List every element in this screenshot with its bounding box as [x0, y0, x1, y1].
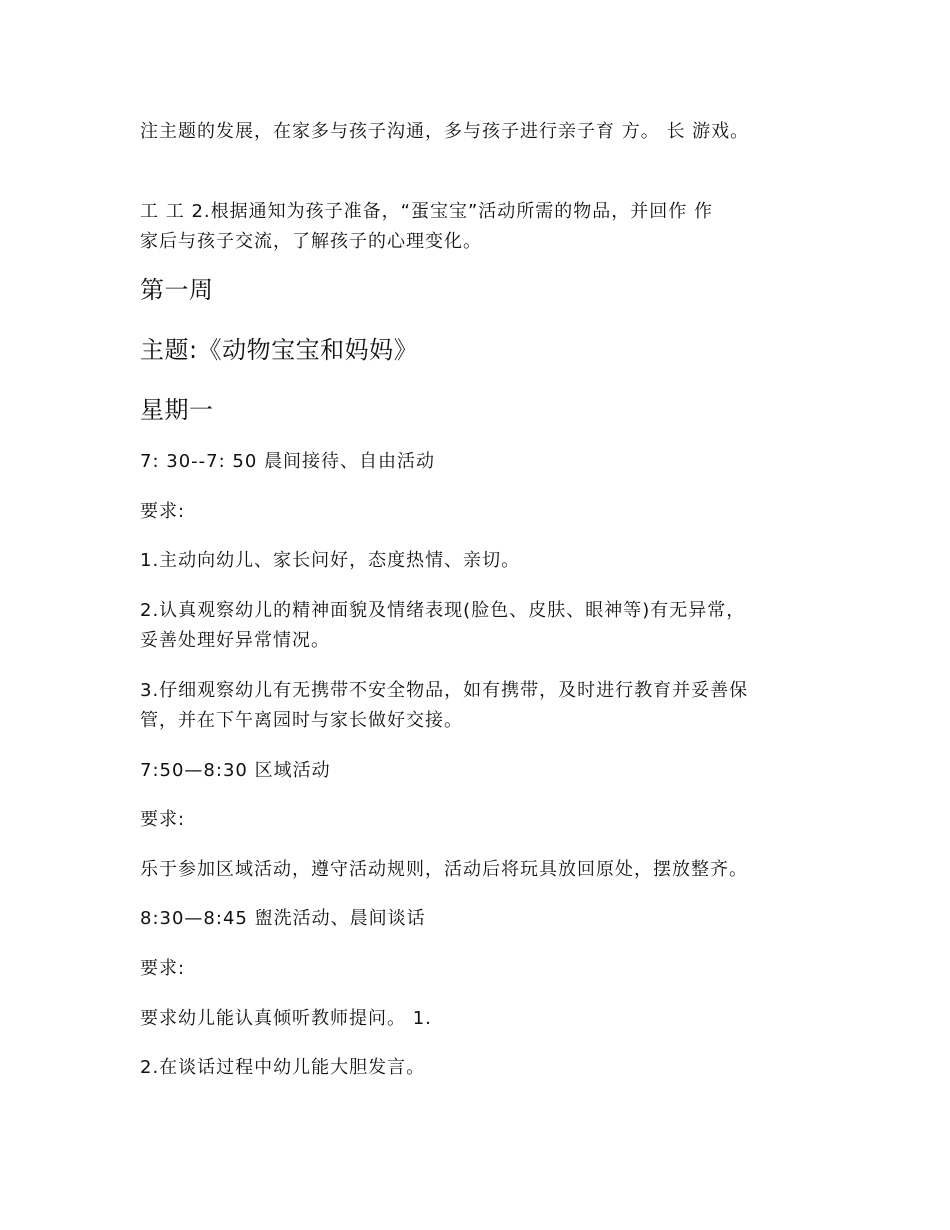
requirement-label: 要求: — [140, 958, 186, 979]
paragraph-line: 2.认真观察幼儿的精神面貌及情绪表现(脸色、皮肤、眼神等)有无异常， — [140, 600, 746, 621]
schedule-time-line: 7: 30--7: 50 晨间接待、自由活动 — [140, 451, 435, 472]
paragraph-line: 妥善处理好异常情况。 — [140, 630, 330, 651]
paragraph-line: 3.仔细观察幼儿有无携带不安全物品，如有携带，及时进行教育并妥善保 — [140, 680, 749, 701]
section-heading-day: 星期一 — [140, 396, 214, 424]
requirement-label: 要求: — [140, 501, 186, 522]
paragraph-line: 家后与孩子交流，了解孩子的心理变化。 — [140, 231, 482, 252]
requirement-label: 要求: — [140, 809, 186, 830]
paragraph-line: 工 工 2.根据通知为孩子准备，“蛋宝宝”活动所需的物品，并回作 作 — [140, 201, 713, 222]
paragraph-line: 1.主动向幼儿、家长问好，态度热情、亲切。 — [140, 550, 521, 571]
paragraph-line: 乐于参加区域活动，遵守活动规则，活动后将玩具放回原处，摆放整齐。 — [140, 859, 748, 880]
paragraph-line: 2.在谈话过程中幼儿能大胆发言。 — [140, 1057, 426, 1078]
paragraph-line: 注主题的发展，在家多与孩子沟通，多与孩子进行亲子育 方。 长 游戏。 — [140, 121, 750, 142]
section-heading-week: 第一周 — [140, 276, 214, 304]
paragraph-line: 管，并在下午离园时与家长做好交接。 — [140, 710, 463, 731]
schedule-time-line: 7:50—8:30 区域活动 — [140, 760, 331, 781]
section-heading-theme: 主题:《动物宝宝和妈妈》 — [140, 336, 419, 364]
paragraph-line: 要求幼儿能认真倾听教师提问。 1. — [140, 1008, 432, 1029]
schedule-time-line: 8:30—8:45 盥洗活动、晨间谈话 — [140, 908, 426, 929]
